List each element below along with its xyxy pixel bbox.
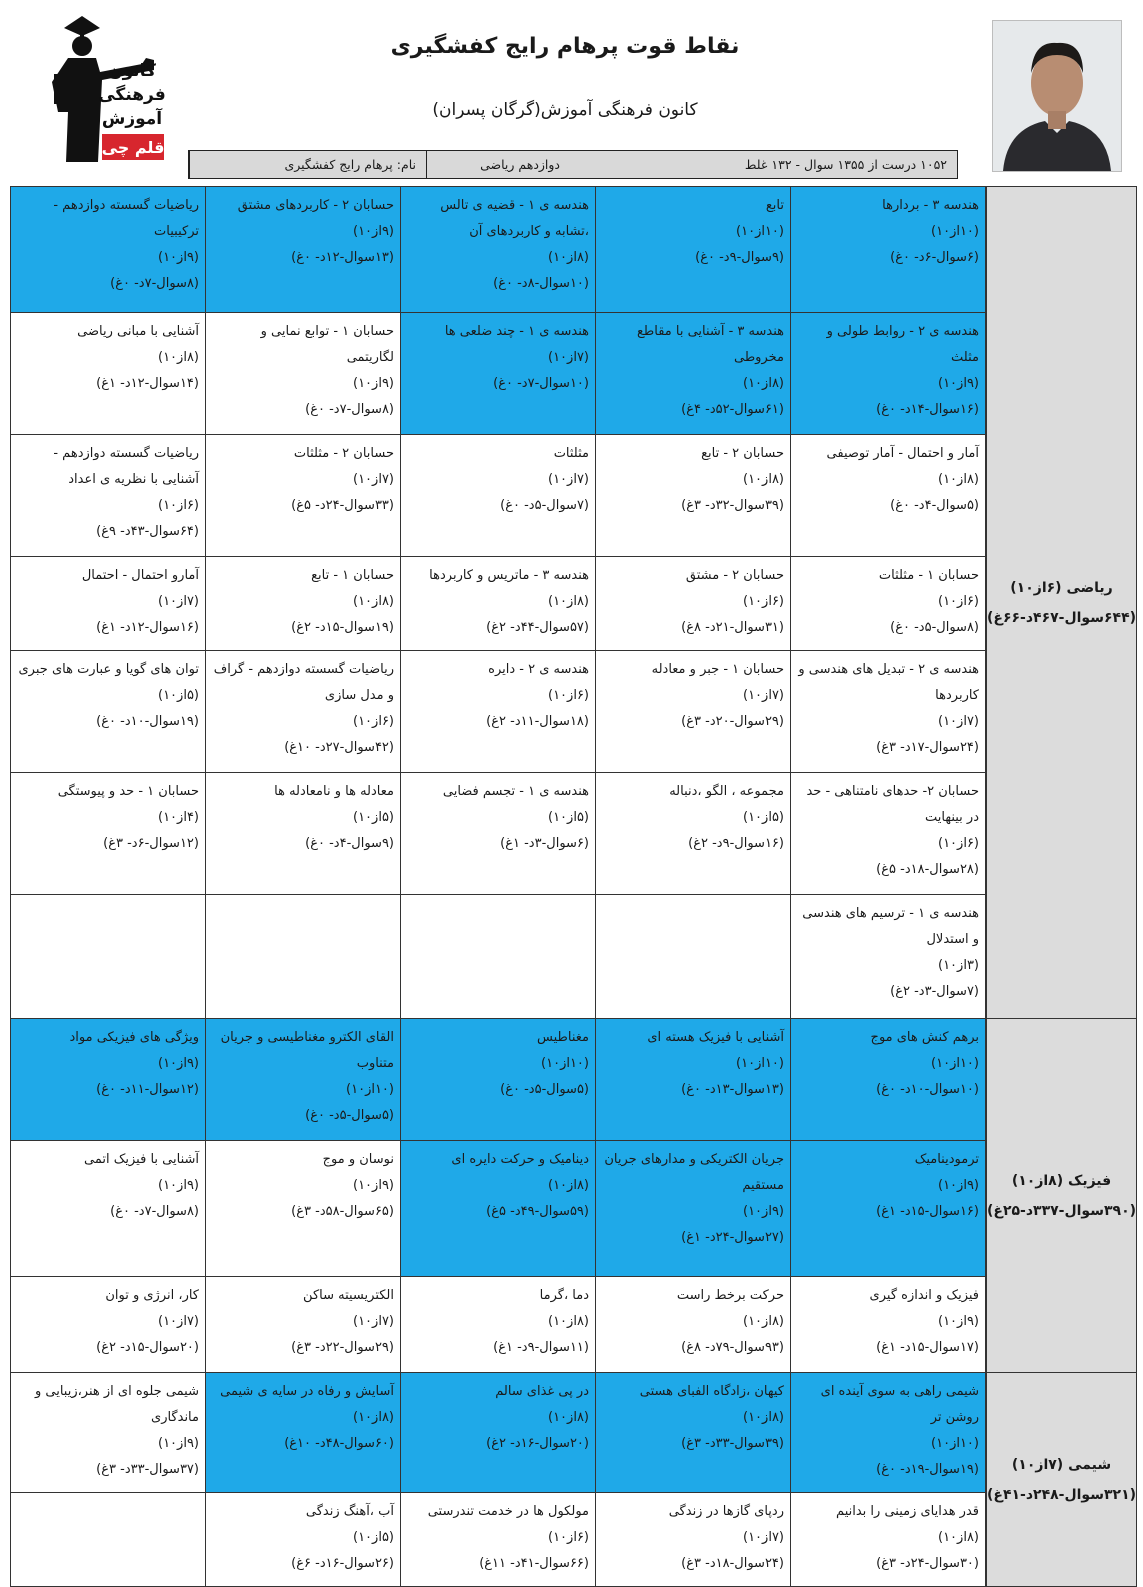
topic-cell — [790, 1492, 986, 1587]
topic-title: حرکت برخط راست — [676, 1288, 784, 1303]
student-grade: دوازدهم ریاضی — [426, 151, 570, 178]
topic-cell — [595, 1140, 791, 1277]
topic-score: (۶از۱۰) — [548, 1530, 589, 1545]
topic-score: (۸از۱۰) — [938, 1530, 979, 1545]
topic-cell — [205, 556, 401, 651]
topic-title: آمارو احتمال - احتمال — [81, 568, 199, 583]
topic-detail: (۱۴سوال-۱۲د- ۱غ) — [96, 376, 199, 391]
topic-cell — [205, 312, 401, 435]
topic-title: معادله ها و نامعادله ها — [274, 784, 394, 799]
topic-title: مولکول ها در خدمت تندرستی — [427, 1504, 589, 1519]
topic-detail: (۱۹سوال-۱۵د- ۲غ) — [291, 620, 394, 635]
topic-score: (۱۰از۱۰) — [346, 1082, 394, 1097]
topic-cell — [205, 1372, 401, 1493]
topic-score: (۷از۱۰) — [743, 688, 784, 703]
subject-group — [10, 187, 1137, 1019]
logo-line: آموزش — [101, 109, 163, 129]
topic-cell — [400, 312, 596, 435]
topic-cell — [10, 894, 206, 1019]
topic-title: ردپای گازها در زندگی — [668, 1504, 784, 1519]
topic-score: (۹از۱۰) — [938, 1178, 979, 1193]
topic-score: (۵از۱۰) — [743, 810, 784, 825]
table-row — [11, 1373, 986, 1493]
topic-detail: (۱۶سوال-۱۵د- ۱غ) — [876, 1204, 979, 1219]
topic-title: مجموعه ، الگو ،دنباله — [669, 784, 784, 799]
topic-detail: (۹سوال-۹د- ۰غ) — [695, 250, 784, 265]
topic-detail: (۶۴سوال-۴۳د- ۹غ) — [96, 524, 199, 539]
overall-stats: ۱۰۵۲ درست از ۱۳۵۵ سوال - ۱۳۲ غلط — [744, 157, 947, 172]
topic-cell — [205, 1018, 401, 1141]
logo-line: قلم چی — [101, 138, 165, 157]
topic-cell — [10, 650, 206, 773]
subject-label: ریاضی (۶از۱۰) (۶۴۴سوال-۴۶۷د-۶۶غ) — [986, 186, 1137, 1019]
topic-score: (۹از۱۰) — [353, 224, 394, 239]
topic-title: هندسه ی ۲ - دایره — [488, 662, 589, 677]
topic-score: (۸از۱۰) — [158, 350, 199, 365]
topic-score: (۷از۱۰) — [548, 472, 589, 487]
topic-title: نوسان و موج — [322, 1152, 394, 1167]
subject-group — [10, 1019, 1137, 1373]
topic-score: (۸از۱۰) — [743, 376, 784, 391]
table-row — [11, 557, 986, 651]
logo-line: کانون — [108, 61, 156, 81]
topic-title: حسابان ۲ - مثلثات — [293, 446, 394, 461]
student-name: نام: پرهام رایج کفشگیری — [189, 151, 426, 178]
topic-detail: (۶سوال-۳د- ۱غ) — [500, 836, 589, 851]
topic-cell — [205, 772, 401, 895]
topic-cell — [595, 1018, 791, 1141]
topic-detail: (۱۹سوال-۱۰د- ۰غ) — [96, 714, 199, 729]
topic-title: حسابان ۱ - حد و پیوستگی — [57, 784, 199, 799]
topic-score: (۷از۱۰) — [938, 714, 979, 729]
topic-title: دینامیک و حرکت دایره ای — [451, 1152, 589, 1167]
topic-title: مثلثات — [553, 446, 589, 461]
topic-score: (۱۰از۱۰) — [931, 224, 979, 239]
topic-title: توان های گویا و عبارت های جبری — [18, 662, 199, 677]
topic-score: (۵از۱۰) — [353, 1530, 394, 1545]
topic-cell — [790, 650, 986, 773]
topic-score: (۸از۱۰) — [353, 1410, 394, 1425]
topic-cell — [595, 1372, 791, 1493]
topic-detail: (۲۹سوال-۲۰د- ۳غ) — [681, 714, 784, 729]
topic-cell — [790, 312, 986, 435]
topic-title: فیزیک و اندازه گیری — [869, 1288, 979, 1303]
topic-detail: (۲۰سوال-۱۶د- ۲غ) — [486, 1436, 589, 1451]
topic-cell — [205, 434, 401, 557]
topic-score: (۶از۱۰) — [938, 594, 979, 609]
subject-group — [10, 1373, 1137, 1587]
topic-cell — [205, 894, 401, 1019]
topic-detail: (۲۴سوال-۱۸د- ۳غ) — [681, 1556, 784, 1571]
topic-cell — [790, 772, 986, 895]
topic-title: کیهان ،زادگاه الفبای هستی — [639, 1384, 784, 1399]
topic-cell — [10, 434, 206, 557]
topic-title: هندسه ی ۱ - ترسیم های هندسی و استدلال — [802, 906, 979, 947]
topic-detail: (۱۰سوال-۱۰د- ۰غ) — [876, 1082, 979, 1097]
topic-score: (۶از۱۰) — [743, 594, 784, 609]
topic-cell — [10, 772, 206, 895]
table-row — [11, 651, 986, 773]
topic-score: (۸از۱۰) — [938, 472, 979, 487]
table-row — [11, 773, 986, 895]
topic-detail: (۲۹سوال-۲۲د- ۳غ) — [291, 1340, 394, 1355]
topic-detail: (۴۲سوال-۲۷د- ۱۰غ) — [284, 740, 394, 755]
topic-score: (۸از۱۰) — [743, 1410, 784, 1425]
topic-cell — [10, 1492, 206, 1587]
table-row — [11, 1019, 986, 1141]
topic-detail: (۱۳سوال-۱۳د- ۰غ) — [681, 1082, 784, 1097]
topic-detail: (۱۹سوال-۱۹د- ۰غ) — [876, 1462, 979, 1477]
topic-title: آشنایی با مبانی ریاضی — [77, 324, 199, 339]
topic-cell — [400, 1372, 596, 1493]
topic-score: (۷از۱۰) — [158, 1314, 199, 1329]
topic-detail: (۵سوال-۴د- ۰غ) — [890, 498, 979, 513]
topic-score: (۹از۱۰) — [158, 1436, 199, 1451]
topic-cell — [400, 894, 596, 1019]
topic-title: القای الکترو مغناطیسی و جریان متناوب — [220, 1030, 394, 1071]
topic-detail: (۱۱سوال-۹د- ۱غ) — [493, 1340, 589, 1355]
topic-cell — [205, 1492, 401, 1587]
topic-cell — [10, 312, 206, 435]
topic-cell — [790, 1018, 986, 1141]
topic-score: (۸از۱۰) — [548, 1410, 589, 1425]
topic-score: (۹از۱۰) — [158, 1056, 199, 1071]
topic-score: (۸از۱۰) — [743, 472, 784, 487]
topic-title: ریاضیات گسسته دوازدهم - گراف و مدل سازی — [213, 662, 394, 703]
page-subtitle: کانون فرهنگی آموزش(گرگان پسران) — [432, 100, 698, 120]
topic-cell — [595, 312, 791, 435]
topic-cell — [400, 556, 596, 651]
topic-detail: (۲۶سوال-۱۶د- ۶غ) — [291, 1556, 394, 1571]
topic-score: (۷از۱۰) — [353, 1314, 394, 1329]
topic-detail: (۷سوال-۵د- ۰غ) — [500, 498, 589, 513]
topic-title: ترمودینامیک — [914, 1152, 979, 1167]
topic-detail: (۱۰سوال-۸د- ۰غ) — [493, 276, 589, 291]
topic-title: آب ،آهنگ زندگی — [305, 1504, 394, 1519]
table-row — [11, 1493, 986, 1587]
topic-cell — [10, 1140, 206, 1277]
topic-score: (۸از۱۰) — [548, 250, 589, 265]
topic-detail: (۳۰سوال-۲۴د- ۳غ) — [876, 1556, 979, 1571]
topic-detail: (۲۷سوال-۲۴د- ۱غ) — [681, 1230, 784, 1245]
topic-title: هندسه ۳ - بردارها — [882, 198, 979, 213]
topic-detail: (۷سوال-۳د- ۲غ) — [890, 984, 979, 999]
topic-score: (۸از۱۰) — [548, 1178, 589, 1193]
topic-detail: (۱۰سوال-۷د- ۰غ) — [493, 376, 589, 391]
table-row — [11, 1277, 986, 1373]
topic-cell — [400, 1140, 596, 1277]
topic-detail: (۵سوال-۵د- ۰غ) — [305, 1108, 394, 1123]
topic-title: هندسه ۳ - آشنایی با مقاطع مخروطی — [636, 324, 784, 365]
topic-score: (۹از۱۰) — [353, 376, 394, 391]
topic-cell — [400, 1018, 596, 1141]
student-avatar-icon — [993, 21, 1121, 171]
topic-cell — [205, 1140, 401, 1277]
topic-score: (۷از۱۰) — [353, 472, 394, 487]
topic-score: (۹از۱۰) — [353, 1178, 394, 1193]
topic-score: (۸از۱۰) — [353, 594, 394, 609]
topic-cell — [790, 186, 986, 313]
topic-score: (۵از۱۰) — [158, 688, 199, 703]
topic-detail: (۳۹سوال-۳۲د- ۳غ) — [681, 498, 784, 513]
topic-cell — [205, 1276, 401, 1373]
topic-score: (۹از۱۰) — [158, 250, 199, 265]
topic-score: (۵از۱۰) — [548, 810, 589, 825]
topic-detail: (۱۲سوال-۱۱د- ۰غ) — [96, 1082, 199, 1097]
subject-label: شیمی (۷از۱۰) (۳۲۱سوال-۲۴۸د-۴۱غ) — [986, 1372, 1137, 1587]
topic-cell — [790, 894, 986, 1019]
topic-title: حسابان ۱ - جبر و معادله — [651, 662, 784, 677]
topic-cell — [595, 650, 791, 773]
student-info-bar — [188, 150, 958, 179]
topic-title: هندسه ی ۱ - چند ضلعی ها — [444, 324, 589, 339]
table-row — [11, 435, 986, 557]
topic-cell — [205, 186, 401, 313]
topic-detail: (۲۰سوال-۱۵د- ۲غ) — [96, 1340, 199, 1355]
topic-cell — [400, 186, 596, 313]
topic-detail: (۸سوال-۵د- ۰غ) — [890, 620, 979, 635]
topic-cell — [400, 1492, 596, 1587]
topic-detail: (۱۶سوال-۹د- ۲غ) — [688, 836, 784, 851]
topic-detail: (۶۶سوال-۴۱د- ۱۱غ) — [479, 1556, 589, 1571]
topic-cell — [400, 434, 596, 557]
topic-score: (۶از۱۰) — [353, 714, 394, 729]
topic-cell — [400, 772, 596, 895]
table-row — [11, 1141, 986, 1277]
topic-detail: (۱۶سوال-۱۴د- ۰غ) — [876, 402, 979, 417]
topic-detail: (۱۷سوال-۱۵د- ۱غ) — [876, 1340, 979, 1355]
topic-cell — [205, 650, 401, 773]
logo-line: فرهنگی — [98, 85, 166, 105]
topic-detail: (۱۳سوال-۱۲د- ۰غ) — [291, 250, 394, 265]
topic-cell — [595, 556, 791, 651]
topic-title: در پی غذای سالم — [495, 1384, 589, 1399]
topic-title: آشنایی با فیزیک اتمی — [84, 1152, 199, 1167]
topic-score: (۱۰از۱۰) — [736, 224, 784, 239]
topic-title: حسابان ۲- حدهای نامتناهی - حد در بینهایت — [806, 784, 979, 825]
topic-score: (۵از۱۰) — [353, 810, 394, 825]
topic-title: تابع — [765, 198, 784, 213]
topic-detail: (۶سوال-۶د- ۰غ) — [890, 250, 979, 265]
topic-score: (۹از۱۰) — [938, 1314, 979, 1329]
table-row — [11, 313, 986, 435]
topic-title: ریاضیات گسسته دوازدهم - ترکیبیات — [53, 198, 199, 239]
topic-title: کار، انرژی و توان — [105, 1288, 199, 1303]
topic-score: (۹از۱۰) — [158, 1178, 199, 1193]
topic-cell — [595, 894, 791, 1019]
topic-title: هندسه ۳ - ماتریس و کاربردها — [429, 568, 589, 583]
topic-score: (۶از۱۰) — [158, 498, 199, 513]
topic-detail: (۱۸سوال-۱۱د- ۲غ) — [486, 714, 589, 729]
topic-detail: (۵۹سوال-۴۹د- ۵غ) — [486, 1204, 589, 1219]
topic-cell — [595, 772, 791, 895]
topic-title: مغناطیس — [537, 1030, 589, 1045]
topic-detail: (۳۱سوال-۲۱د- ۸غ) — [681, 620, 784, 635]
topic-title: هندسه ی ۲ - روابط طولی و مثلث — [826, 324, 979, 365]
topic-detail: (۹سوال-۴د- ۰غ) — [305, 836, 394, 851]
topic-cell — [790, 434, 986, 557]
topic-title: هندسه ی ۱ - قضیه ی تالس ،تشابه و کاربردهای آن — [440, 198, 589, 239]
topic-score: (۳از۱۰) — [938, 958, 979, 973]
table-row — [11, 895, 986, 1019]
topic-cell — [595, 434, 791, 557]
topic-title: الکتریسیته ساکن — [303, 1288, 394, 1303]
topic-title: حسابان ۱ - توابع نمایی و لگاریتمی — [260, 324, 394, 365]
topic-detail: (۳۳سوال-۲۴د- ۵غ) — [291, 498, 394, 513]
subject-label: فیزیک (۸از۱۰) (۳۹۰سوال-۳۳۷د-۲۵غ) — [986, 1018, 1137, 1373]
topic-title: حسابان ۲ - تابع — [701, 446, 784, 461]
topic-score: (۷از۱۰) — [158, 594, 199, 609]
topic-cell — [790, 1372, 986, 1493]
topic-score: (۴از۱۰) — [158, 810, 199, 825]
kanoon-logo — [42, 12, 166, 170]
topic-title: هندسه ی ۱ - تجسم فضایی — [442, 784, 589, 799]
topic-cell — [10, 556, 206, 651]
topic-title: آمار و احتمال - آمار توصیفی — [826, 446, 979, 461]
topic-title: ویژگی های فیزیکی مواد — [69, 1030, 199, 1045]
topic-title: حسابان ۱ - مثلثات — [878, 568, 979, 583]
topic-detail: (۸سوال-۷د- ۰غ) — [110, 276, 199, 291]
topic-score: (۶از۱۰) — [938, 836, 979, 851]
page-title: نقاط قوت پرهام رایج کفشگیری — [390, 34, 740, 59]
topic-detail: (۹۳سوال-۷۹د- ۸غ) — [681, 1340, 784, 1355]
topic-title: دما ،گرما — [539, 1288, 589, 1303]
topic-title: حسابان ۱ - تابع — [311, 568, 394, 583]
topic-cell — [790, 556, 986, 651]
topic-title: برهم کنش های موج — [870, 1030, 979, 1045]
topic-cell — [10, 186, 206, 313]
topic-title: آشنایی با فیزیک هسته ای — [647, 1030, 784, 1045]
topic-title: حسابان ۲ - کاربردهای مشتق — [237, 198, 394, 213]
topic-score: (۱۰از۱۰) — [931, 1436, 979, 1451]
topic-cell — [595, 1492, 791, 1587]
topic-cell — [10, 1372, 206, 1493]
topic-cell — [595, 186, 791, 313]
topic-detail: (۲۴سوال-۱۷د- ۳غ) — [876, 740, 979, 755]
topic-score: (۶از۱۰) — [548, 688, 589, 703]
student-photo — [992, 20, 1122, 172]
topic-detail: (۸سوال-۷د- ۰غ) — [110, 1204, 199, 1219]
topic-score: (۷از۱۰) — [743, 1530, 784, 1545]
topic-score: (۹از۱۰) — [743, 1204, 784, 1219]
topic-score: (۱۰از۱۰) — [931, 1056, 979, 1071]
topic-score: (۱۰از۱۰) — [736, 1056, 784, 1071]
topic-score: (۸از۱۰) — [743, 1314, 784, 1329]
topic-title: جریان الکتریکی و مدارهای جریان مستقیم — [604, 1152, 784, 1193]
topic-score: (۷از۱۰) — [548, 350, 589, 365]
table-row — [11, 187, 986, 313]
topic-detail: (۸سوال-۷د- ۰غ) — [305, 402, 394, 417]
strengths-table — [10, 187, 1137, 1587]
topic-title: شیمی راهی به سوی آینده ای روشن تر — [820, 1384, 979, 1425]
topic-cell — [400, 650, 596, 773]
topic-score: (۹از۱۰) — [938, 376, 979, 391]
topic-detail: (۵۷سوال-۴۴د- ۲غ) — [486, 620, 589, 635]
topic-cell — [790, 1276, 986, 1373]
topic-detail: (۱۶سوال-۱۲د- ۱غ) — [96, 620, 199, 635]
topic-score: (۸از۱۰) — [548, 1314, 589, 1329]
topic-title: شیمی جلوه ای از هنر،زیبایی و ماندگاری — [34, 1384, 199, 1425]
topic-title: هندسه ی ۲ - تبدیل های هندسی و کاربردها — [798, 662, 979, 703]
topic-cell — [400, 1276, 596, 1373]
report-header — [0, 0, 1143, 185]
topic-detail: (۳۹سوال-۳۳د- ۳غ) — [681, 1436, 784, 1451]
topic-score: (۱۰از۱۰) — [541, 1056, 589, 1071]
topic-detail: (۶۱سوال-۵۲د- ۴غ) — [681, 402, 784, 417]
topic-detail: (۳۷سوال-۳۳د- ۳غ) — [96, 1462, 199, 1477]
topic-detail: (۶۰سوال-۴۸د- ۱۰غ) — [284, 1436, 394, 1451]
topic-detail: (۲۸سوال-۱۸د- ۵غ) — [876, 862, 979, 877]
topic-title: آسایش و رفاه در سایه ی شیمی — [220, 1384, 394, 1399]
topic-cell — [790, 1140, 986, 1277]
topic-detail: (۶۵سوال-۵۸د- ۳غ) — [291, 1204, 394, 1219]
topic-title: قدر هدایای زمینی را بدانیم — [836, 1504, 979, 1519]
topic-score: (۸از۱۰) — [548, 594, 589, 609]
topic-detail: (۱۲سوال-۶د- ۳غ) — [103, 836, 199, 851]
topic-detail: (۵سوال-۵د- ۰غ) — [500, 1082, 589, 1097]
topic-title: حسابان ۲ - مشتق — [685, 568, 784, 583]
topic-cell — [595, 1276, 791, 1373]
topic-cell — [10, 1018, 206, 1141]
topic-title: ریاضیات گسسته دوازدهم - آشنایی با نظریه ی اعداد — [53, 446, 199, 487]
topic-cell — [10, 1276, 206, 1373]
